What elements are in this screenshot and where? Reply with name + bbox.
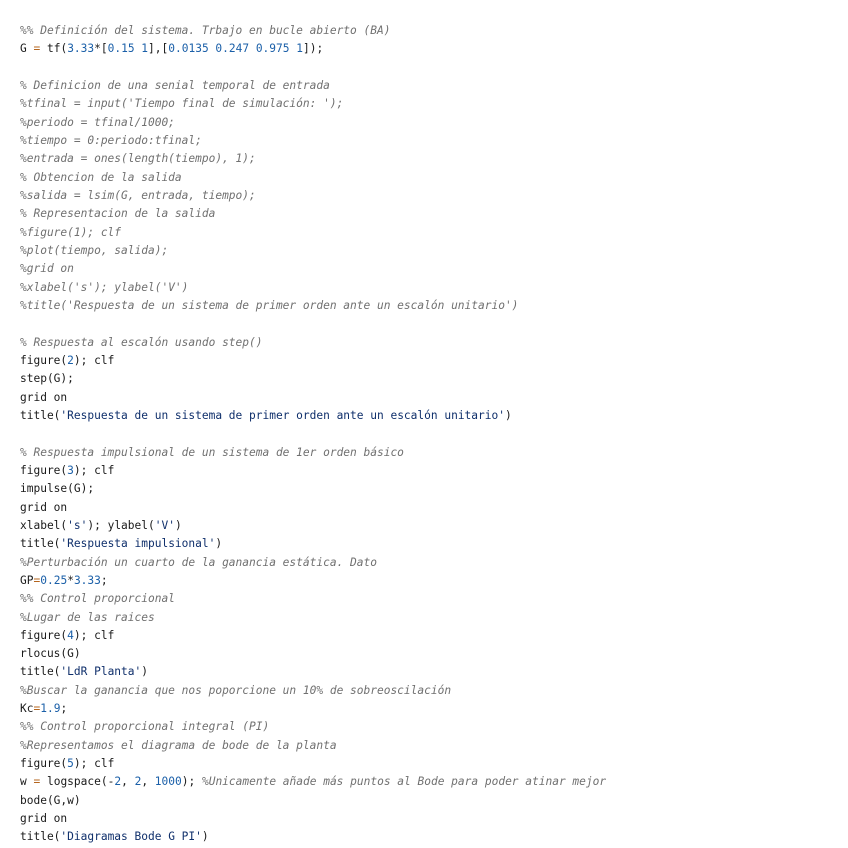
- code-token-comment: %% Control proporcional: [20, 592, 175, 606]
- code-line[interactable]: [20, 334, 848, 352]
- code-token-number: 1.9: [40, 702, 61, 716]
- code-token-plain: ): [141, 665, 148, 679]
- code-line[interactable]: [20, 242, 848, 260]
- code-token-number: 2: [134, 775, 142, 789]
- code-token-comment: %plot(tiempo, salida);: [20, 243, 169, 257]
- code-token-comment: % Definicion de una senial temporal de entrada: [20, 78, 330, 92]
- code-token-number: 1000: [154, 775, 182, 789]
- code-token-plain: ],[: [148, 42, 169, 56]
- code-token-comment: %Lugar de las raices: [20, 610, 155, 624]
- code-token-plain: logspace(-: [40, 775, 115, 789]
- code-line[interactable]: [20, 40, 848, 58]
- code-token-number: 3.33: [67, 42, 95, 56]
- code-token-comment: % Respuesta impulsional de un sistema de 1er orden básico: [20, 445, 404, 459]
- code-token-number: 2: [114, 775, 122, 789]
- code-token-plain: title(: [20, 665, 61, 679]
- code-token-plain: grid on: [20, 500, 68, 514]
- code-token-comment: %Perturbación un cuarto de la ganancia estática. Dato: [20, 555, 377, 569]
- code-token-plain: GP: [20, 573, 34, 587]
- code-line[interactable]: [20, 77, 848, 95]
- code-token-plain: ); ylabel(: [87, 518, 155, 532]
- code-token-plain: figure(: [20, 757, 68, 771]
- code-line[interactable]: [20, 737, 848, 755]
- code-token-comment: %title('Respuesta de un sistema de primer orden ante un escalón unitario'): [20, 298, 519, 312]
- code-token-plain: G: [20, 42, 34, 56]
- code-token-comment: % Representacion de la salida: [20, 207, 216, 221]
- code-token-comment: %Representamos el diagrama de bode de la planta: [20, 738, 337, 752]
- code-line[interactable]: [20, 810, 848, 828]
- code-line[interactable]: [20, 627, 848, 645]
- code-token-plain: figure(: [20, 463, 68, 477]
- code-token-plain: ;: [100, 573, 108, 587]
- code-line[interactable]: [20, 499, 848, 517]
- code-token-plain: xlabel(: [20, 518, 68, 532]
- code-line[interactable]: [20, 114, 848, 132]
- code-token-plain: ): [174, 518, 182, 532]
- code-line[interactable]: [20, 59, 848, 77]
- code-token-plain: ,: [141, 775, 155, 789]
- code-line[interactable]: [20, 224, 848, 242]
- code-line[interactable]: [20, 389, 848, 407]
- code-line[interactable]: [20, 517, 848, 535]
- code-line[interactable]: [20, 462, 848, 480]
- code-token-string: 'V': [154, 518, 175, 532]
- code-token-plain: ,: [121, 775, 135, 789]
- code-token-plain: ); clf: [73, 463, 115, 477]
- code-line[interactable]: [20, 297, 848, 315]
- code-line[interactable]: [20, 352, 848, 370]
- code-token-plain: bode(G,w): [20, 793, 81, 807]
- code-line[interactable]: [20, 792, 848, 810]
- code-line[interactable]: [20, 169, 848, 187]
- code-line[interactable]: [20, 370, 848, 388]
- code-token-comment: %tfinal = input('Tiempo final de simulación: ');: [20, 97, 344, 111]
- code-line[interactable]: [20, 590, 848, 608]
- code-token-plain: *: [67, 573, 74, 587]
- code-token-comment: % Respuesta al escalón usando step(): [20, 335, 263, 349]
- code-token-plain: tf(: [40, 42, 68, 56]
- code-token-comment: %% Control proporcional integral (PI): [20, 720, 270, 734]
- code-token-plain: grid on: [20, 812, 68, 826]
- code-token-comment: %Unicamente añade más puntos al Bode para poder atinar mejor: [201, 775, 607, 789]
- code-token-plain: rlocus(G): [20, 647, 81, 661]
- code-token-plain: ); clf: [73, 353, 115, 367]
- code-token-comment: %% Definición del sistema. Trbajo en bucle abierto (BA): [20, 24, 391, 37]
- code-token-plain: title(: [20, 408, 61, 422]
- code-token-plain: figure(: [20, 353, 68, 367]
- code-token-plain: ); clf: [73, 628, 115, 642]
- code-line[interactable]: [20, 315, 848, 333]
- code-token-plain: w: [20, 775, 34, 789]
- code-token-plain: ;: [60, 702, 68, 716]
- code-line[interactable]: [20, 444, 848, 462]
- code-token-plain: *[: [94, 42, 108, 56]
- code-line[interactable]: [20, 609, 848, 627]
- code-token-comment: %figure(1); clf: [20, 225, 122, 239]
- code-token-number: 0.15 1: [107, 42, 149, 56]
- code-line[interactable]: [20, 572, 848, 590]
- code-token-plain: );: [181, 775, 202, 789]
- code-line[interactable]: [20, 663, 848, 681]
- code-line[interactable]: [20, 645, 848, 663]
- code-token-comment: %entrada = ones(length(tiempo), 1);: [20, 152, 256, 166]
- code-line[interactable]: [20, 554, 848, 572]
- code-token-plain: impulse(G);: [20, 482, 95, 496]
- code-token-string: 's': [67, 518, 88, 532]
- code-token-string: 'Respuesta de un sistema de primer orden ante un escalón unitario': [60, 408, 505, 422]
- code-token-comment: %tiempo = 0:periodo:tfinal;: [20, 133, 202, 147]
- code-token-operator: =: [33, 573, 41, 587]
- code-token-number: 0.25: [40, 573, 68, 587]
- code-token-number: 0.0135 0.247 0.975 1: [168, 42, 303, 56]
- code-line[interactable]: [20, 407, 848, 425]
- code-token-number: 5: [67, 757, 74, 771]
- code-editor[interactable]: [20, 22, 848, 847]
- code-token-plain: ): [201, 830, 209, 844]
- code-line[interactable]: [20, 205, 848, 223]
- code-token-plain: ): [215, 537, 223, 551]
- code-token-comment: %xlabel('s'); ylabel('V'): [20, 280, 189, 294]
- code-token-plain: grid on: [20, 390, 68, 404]
- code-line[interactable]: [20, 773, 848, 791]
- code-token-comment: %periodo = tfinal/1000;: [20, 115, 175, 129]
- code-line[interactable]: [20, 187, 848, 205]
- code-token-string: 'LdR Planta': [60, 665, 142, 679]
- code-token-plain: Kc: [20, 702, 34, 716]
- code-line[interactable]: [20, 425, 848, 443]
- code-token-plain: ]);: [302, 42, 324, 56]
- code-token-plain: title(: [20, 537, 61, 551]
- code-token-operator: =: [33, 775, 41, 789]
- code-line[interactable]: [20, 828, 848, 846]
- code-line[interactable]: [20, 718, 848, 736]
- code-line[interactable]: [20, 480, 848, 498]
- code-token-comment: %salida = lsim(G, entrada, tiempo);: [20, 188, 256, 202]
- code-token-number: 4: [67, 628, 74, 642]
- code-line[interactable]: [20, 700, 848, 718]
- code-token-plain: step(G);: [20, 372, 74, 386]
- code-line[interactable]: [20, 682, 848, 700]
- code-token-number: 3.33: [73, 573, 101, 587]
- code-line[interactable]: [20, 260, 848, 278]
- code-token-plain: title(: [20, 830, 61, 844]
- code-token-operator: =: [33, 42, 41, 56]
- code-line[interactable]: [20, 150, 848, 168]
- code-token-comment: % Obtencion de la salida: [20, 170, 182, 184]
- code-line[interactable]: [20, 535, 848, 553]
- code-line[interactable]: [20, 755, 848, 773]
- code-token-number: 2: [67, 353, 74, 367]
- code-line[interactable]: [20, 132, 848, 150]
- code-token-comment: %grid on: [20, 262, 74, 276]
- code-token-plain: ): [504, 408, 512, 422]
- code-token-string: 'Respuesta impulsional': [60, 537, 216, 551]
- code-token-string: 'Diagramas Bode G PI': [60, 830, 202, 844]
- code-token-plain: figure(: [20, 628, 68, 642]
- code-token-number: 3: [67, 463, 74, 477]
- code-line[interactable]: [20, 22, 848, 40]
- code-token-plain: ); clf: [73, 757, 115, 771]
- code-line[interactable]: [20, 279, 848, 297]
- code-token-operator: =: [33, 702, 41, 716]
- code-line[interactable]: [20, 95, 848, 113]
- code-token-comment: %Buscar la ganancia que nos poporcione un 10% de sobreoscilación: [20, 683, 452, 697]
